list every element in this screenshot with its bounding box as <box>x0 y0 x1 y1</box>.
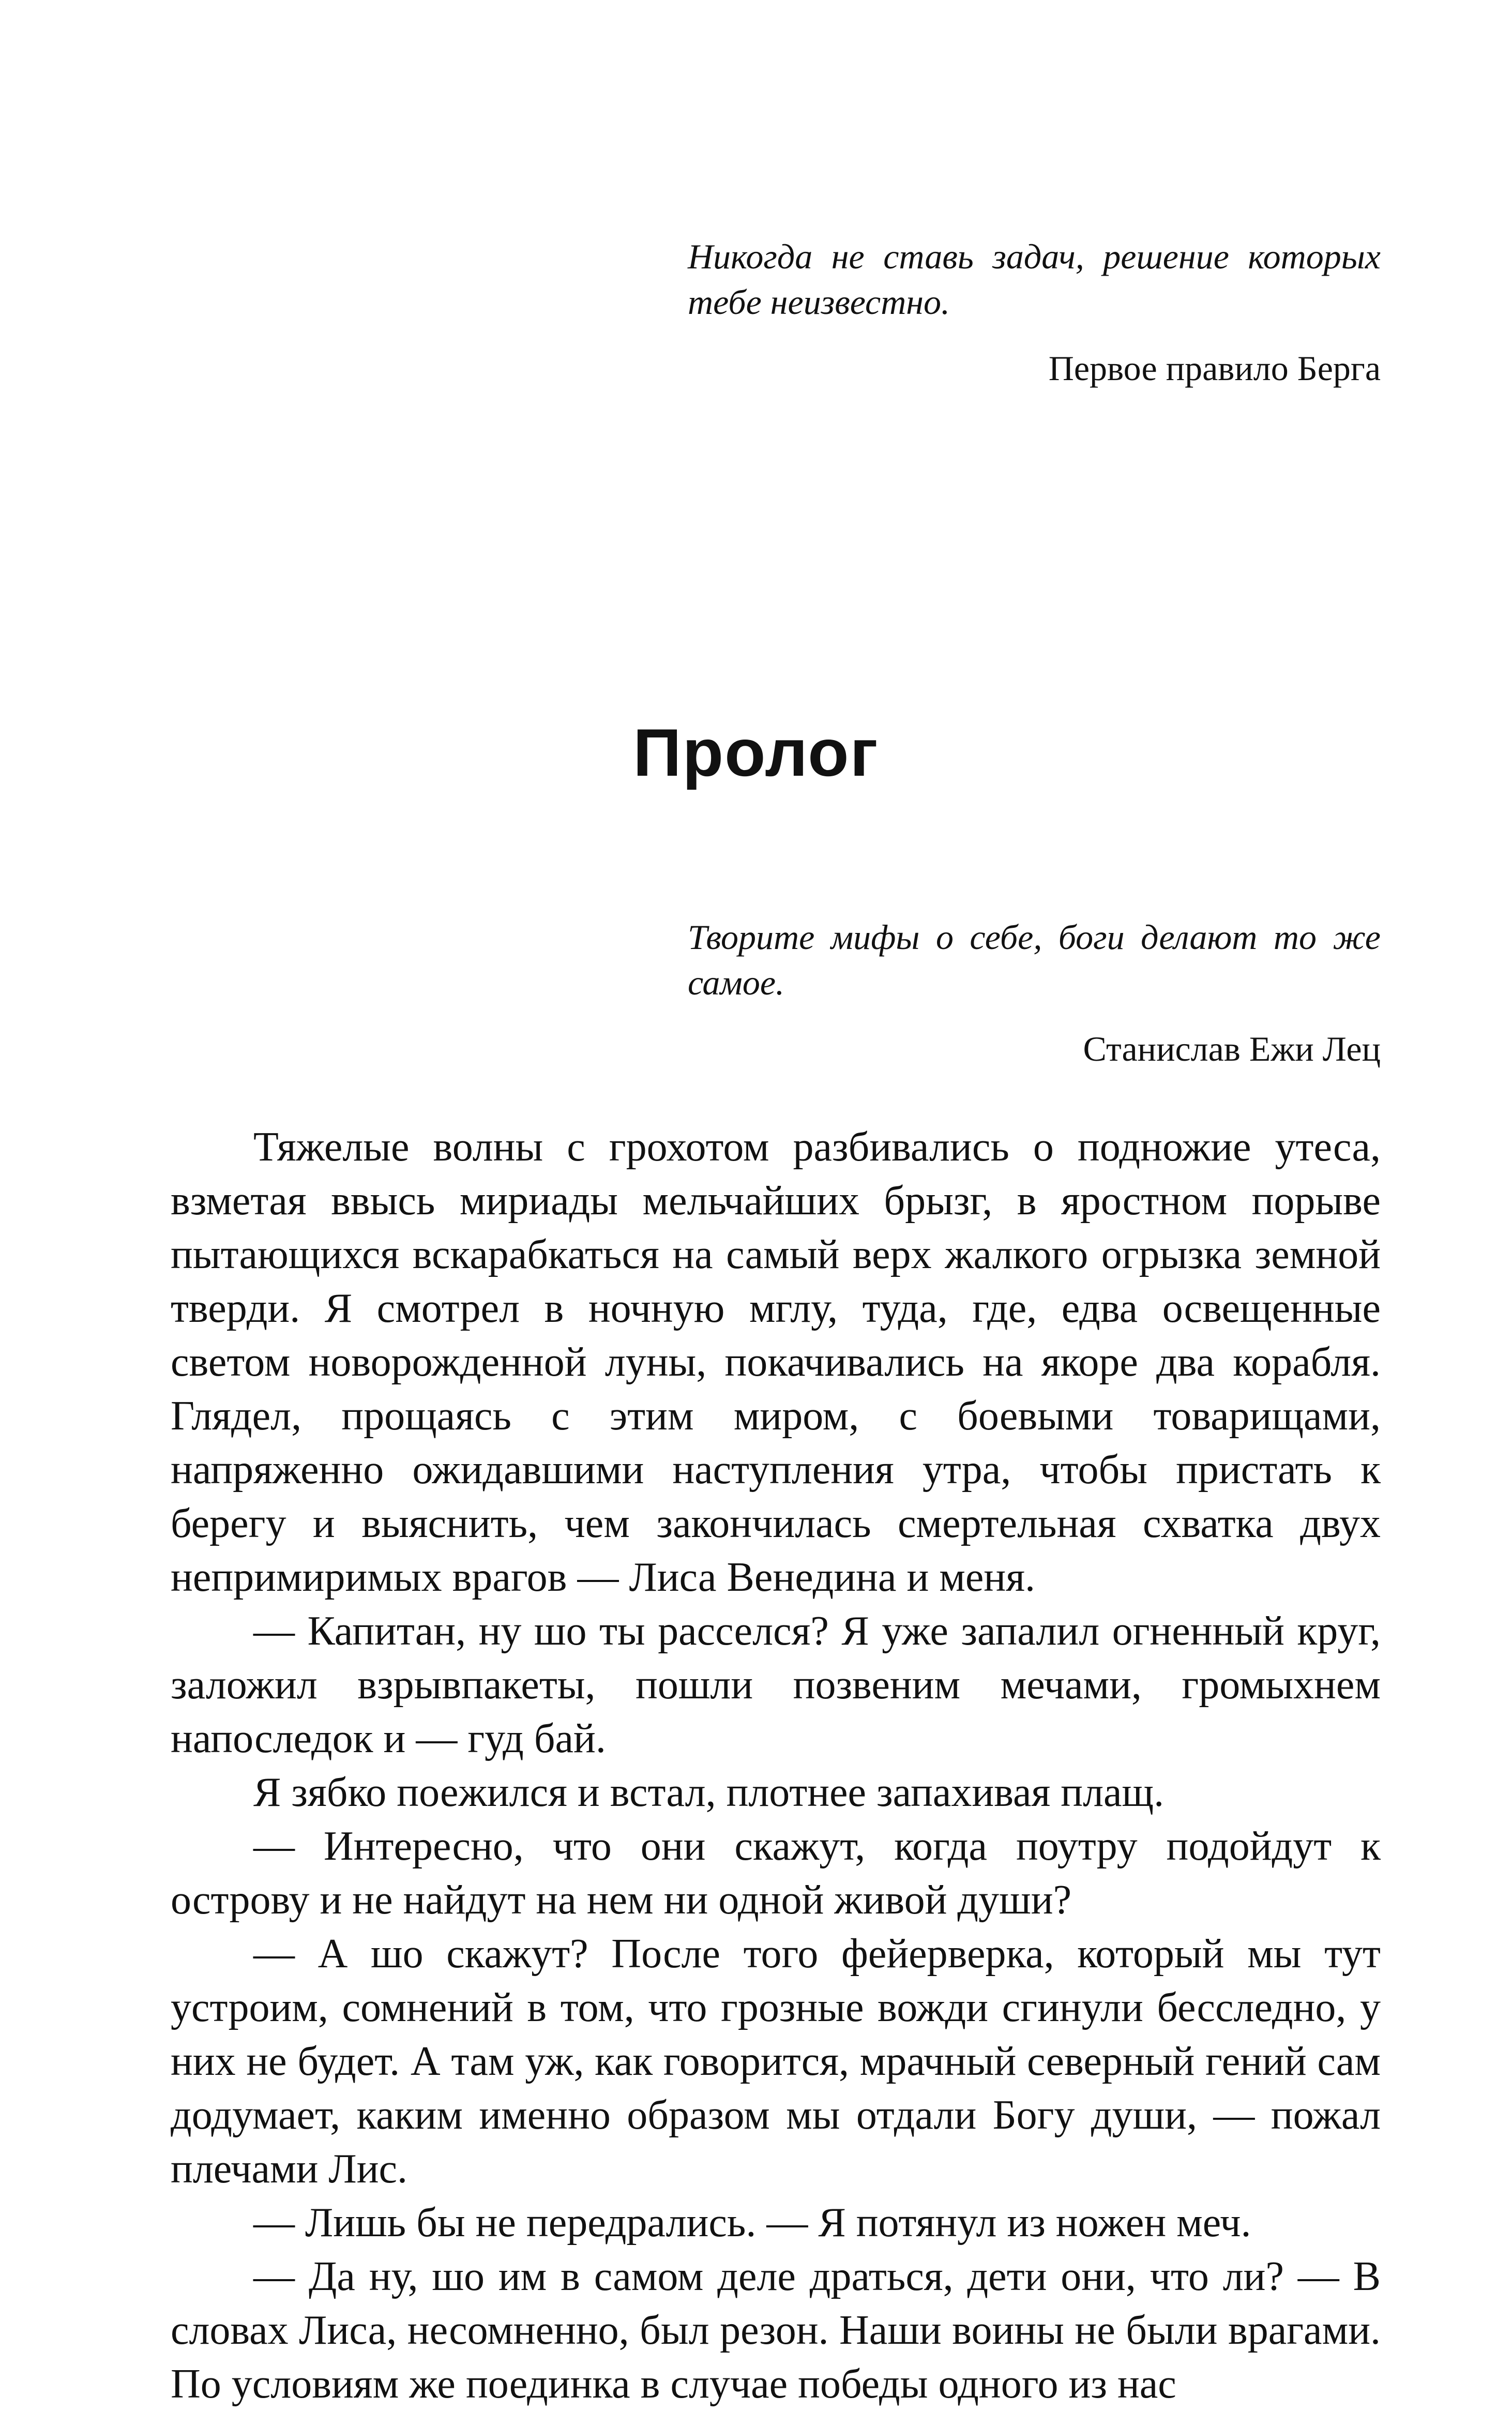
paragraph: — Лишь бы не передрались. — Я потянул из ножен меч. <box>253 2200 1251 2246</box>
epigraph-quote: Творите мифы о себе, боги делают то же самое. <box>688 917 1381 1002</box>
paragraph: — Капитан, ну шо ты расселся? Я уже запалил огненный круг, заложил взрывпакеты, пошли позвеним мечами, громыхнем напоследок и — гуд бай. <box>171 1608 1381 1761</box>
epigraph-author: Станислав Ежи Лец <box>1083 1029 1381 1068</box>
paragraph: Я зябко поежился и встал, плотнее запахивая плащ. <box>253 1770 1165 1815</box>
epigraph-author: Первое правило Берга <box>1048 349 1381 388</box>
epigraph-berg <box>688 234 1381 391</box>
paragraph: — Интересно, что они скажут, когда поутру подойдут к острову и не найдут на нем ни одной живой души? <box>171 1824 1381 1923</box>
epigraph-lec <box>688 914 1381 1072</box>
paragraph: Тяжелые волны с грохотом разбивались о подножие утеса, взметая ввысь мириады мельчайших брызг, в яростном порыве пытающихся вскарабкаться на самый верх жалкого огрызка земной тверди. Я смотрел в ночную мглу, туда, где, едва освещенные светом новорожденной луны, покачивались на якоре два корабля. Глядел, прощаясь с этим миром, с боевыми товарищами, напряженно ожидавшими наступления утра, чтобы пристать к берегу и выяснить, чем закончилась смертельная схватка двух непримиримых врагов — Лиса Венедина и меня. <box>171 1124 1381 1600</box>
paragraph: — А шо скажут? После того фейерверка, который мы тут устроим, сомнений в том, что грозные вожди сгинули бесследно, у них не будет. А там уж, как говорится, мрачный северный гений сам додумает, каким именно образом мы отдали Богу души, — пожал плечами Лис. <box>171 1931 1381 2192</box>
paragraph: — Да ну, шо им в самом деле драться, дети они, что ли? — В словах Лиса, несомненно, был резон. Наши воины не были врагами. По условиям же поединка в случае победы одного из нас <box>171 2254 1381 2407</box>
chapter-body <box>171 1120 1381 2411</box>
epigraph-quote: Никогда не ставь задач, решение которых тебе неизвестно. <box>688 237 1381 322</box>
chapter-title: Пролог <box>633 715 879 790</box>
